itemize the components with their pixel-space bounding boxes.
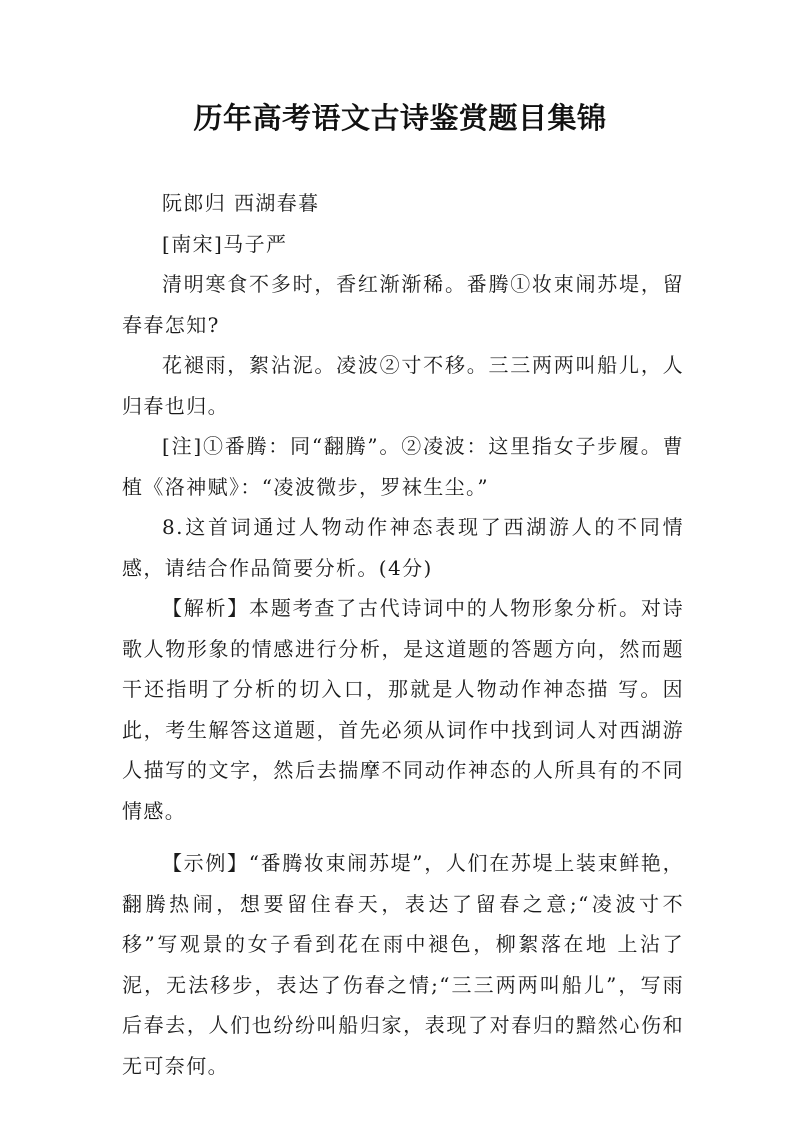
- analysis-paragraph: 【解析】本题考查了古代诗词中的人物形象分析。对诗歌人物形象的情感进行分析，是这道题的答题方向，然而题干还指明了分析的切入口，那就是人物动作神态描 写。因此，考生解答这道题，首先必须从词作中找到词人对西湖游人描写的文字，然后去揣摩不同动作神态的人所具有的不同情感。: [122, 596, 684, 823]
- poem-verse-2: 花褪雨，絮沾泥。凌波②寸不移。三三两两叫船儿，人归春也归。: [122, 353, 684, 418]
- example-paragraph: 【示例】“番腾妆束闹苏堤”，人们在苏堤上装束鲜艳，翻腾热闹，想要留住春天，表达了留春之意;“凌波寸不移”写观景的女子看到花在雨中褪色，柳絮落在地 上沾了泥，无法移步，表达了伤春之情;“三三两两叫船儿”，写雨后春去，人们也纷纷叫船归家，表现了对春归的黯然心伤和无可奈何。: [122, 851, 684, 1078]
- page-title: 历年高考语文古诗鉴赏题目集锦: [193, 101, 607, 135]
- poem-title: 阮郎归 西湖春暮: [162, 191, 320, 215]
- poem-author: [南宋]马子严: [162, 231, 288, 256]
- poem-verse-1: 清明寒食不多时，香红渐渐稀。番腾①妆束闹苏堤，留春春怎知?: [122, 272, 684, 337]
- poem-notes: [注]①番腾：同“翻腾”。②凌波：这里指女子步履。曹植《洛神赋》：“凌波微步，罗袜生尘。”: [122, 434, 684, 499]
- document-body: [122, 183, 684, 1086]
- question-text: 8.这首词通过人物动作神态表现了西湖游人的不同情感，请结合作品简要分析。(4分): [122, 515, 684, 580]
